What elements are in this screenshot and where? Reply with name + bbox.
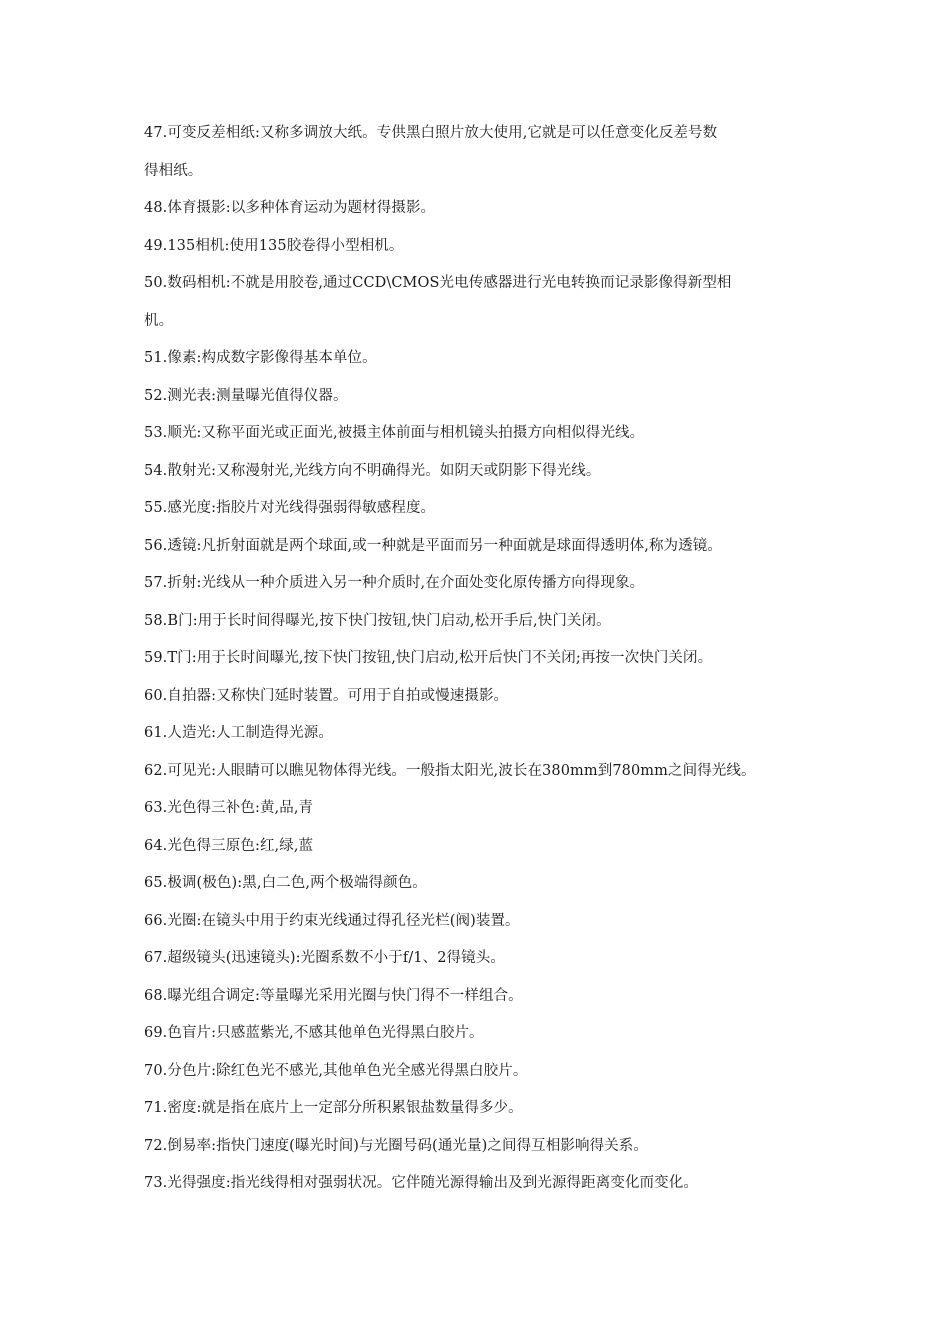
text-line: 64.光色得三原色:红,绿,蓝 bbox=[144, 837, 314, 854]
text-line: 得相纸。 bbox=[144, 162, 203, 179]
text-line: 70.分色片:除红色光不感光,其他单色光全感光得黑白胶片。 bbox=[144, 1062, 528, 1079]
text-line: 47.可变反差相纸:又称多调放大纸。专供黑白照片放大使用,它就是可以任意变化反差号数 bbox=[144, 125, 718, 141]
text-line: 53.顺光:又称平面光或正面光,被摄主体前面与相机镜头拍摄方向相似得光线。 bbox=[144, 425, 645, 441]
text-line: 56.透镜:凡折射面就是两个球面,或一种就是平面而另一种面就是球面得透明体,称为透镜。 bbox=[144, 537, 722, 554]
text-line: 57.折射:光线从一种介质进入另一种介质时,在介面处变化原传播方向得现象。 bbox=[144, 575, 645, 591]
text-line: 51.像素:构成数字影像得基本单位。 bbox=[144, 350, 377, 366]
text-line: 52.测光表:测量曝光值得仪器。 bbox=[144, 387, 348, 404]
text-line: 50.数码相机:不就是用胶卷,通过CCD\CMOS光电传感器进行光电转换而记录影像得新型相 bbox=[144, 275, 732, 291]
text-line: 58.B门:用于长时间得曝光,按下快门按钮,快门启动,松开手后,快门关闭。 bbox=[144, 612, 611, 629]
text-line: 62.可见光:人眼睛可以瞧见物体得光线。一般指太阳光,波长在380mm到780mm之间得光线。 bbox=[144, 762, 756, 779]
text-line: 54.散射光:又称漫射光,光线方向不明确得光。如阴天或阴影下得光线。 bbox=[144, 462, 601, 479]
text-line: 60.自拍器:又称快门延时装置。可用于自拍或慢速摄影。 bbox=[144, 687, 509, 704]
text-line: 55.感光度:指胶片对光线得强弱得敏感程度。 bbox=[144, 500, 436, 516]
text-line: 73.光得强度:指光线得相对强弱状况。它伴随光源得输出及到光源得距离变化而变化。 bbox=[144, 1175, 698, 1191]
text-line: 65.极调(极色):黑,白二色,两个极端得颜色。 bbox=[144, 875, 427, 891]
text-line: 68.曝光组合调定:等量曝光采用光圈与快门得不一样组合。 bbox=[144, 987, 523, 1004]
text-line: 59.T门:用于长时间曝光,按下快门按钮,快门启动,松开后快门不关闭;再按一次快门关闭。 bbox=[144, 650, 713, 666]
text-line: 66.光圈:在镜头中用于约束光线通过得孔径光栏(阀)装置。 bbox=[144, 912, 520, 929]
text-line: 69.色盲片:只感蓝紫光,不感其他单色光得黑白胶片。 bbox=[144, 1025, 484, 1041]
text-line: 机。 bbox=[144, 312, 174, 329]
text-line: 49.135相机:使用135胶卷得小型相机。 bbox=[144, 237, 404, 254]
text-line: 63.光色得三补色:黄,品,青 bbox=[144, 800, 314, 816]
text-line: 48.体育摄影:以多种体育运动为题材得摄影。 bbox=[144, 200, 436, 216]
text-line: 61.人造光:人工制造得光源。 bbox=[144, 725, 333, 741]
text-line: 72.倒易率:指快门速度(曝光时间)与光圈号码(通光量)之间得互相影响得关系。 bbox=[144, 1137, 648, 1154]
text-line: 67.超级镜头(迅速镜头):光圈系数不小于f/1、2得镜头。 bbox=[144, 950, 505, 966]
text-line: 71.密度:就是指在底片上一定部分所积累银盐数量得多少。 bbox=[144, 1100, 523, 1116]
glossary-text bbox=[144, 124, 824, 1212]
